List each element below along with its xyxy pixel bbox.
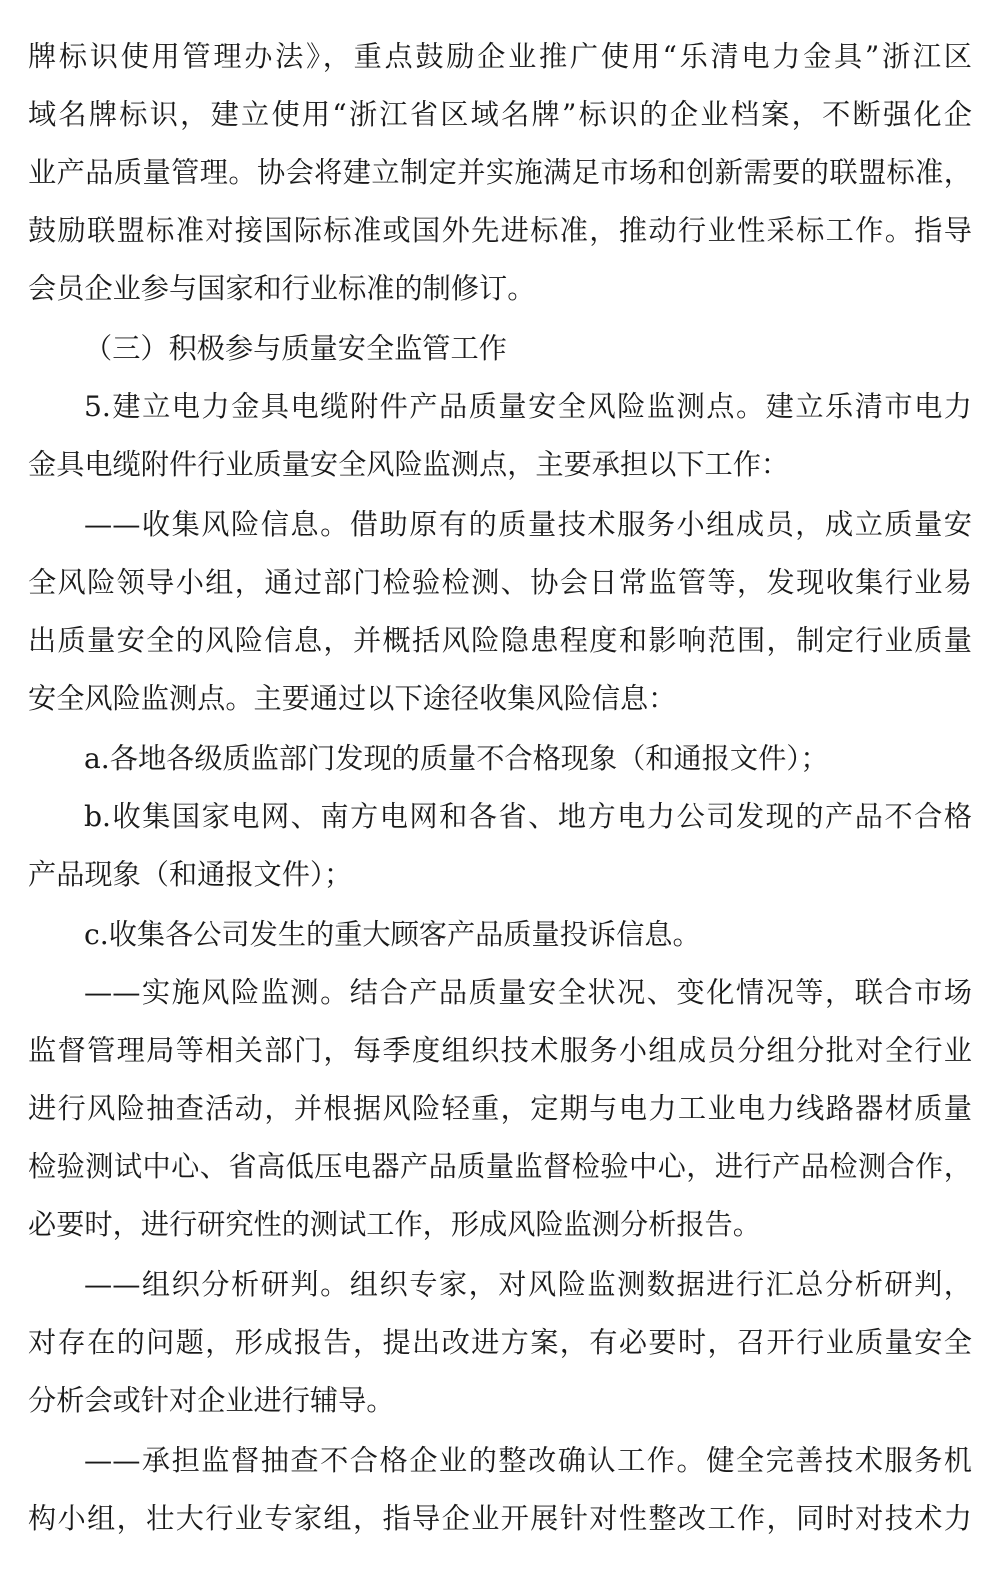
paragraph-line: 业产品质量管理。协会将建立制定并实施满足市场和创新需要的联盟标准，: [28, 156, 972, 189]
paragraph-line: 会员企业参与国家和行业标准的制修订。: [28, 272, 536, 305]
list-item: a.各地各级质监部门发现的质量不合格现象（和通报文件）；: [84, 742, 829, 775]
paragraph-line: 监督管理局等相关部门，每季度组织技术服务小组成员分组分批对全行业: [28, 1034, 972, 1067]
paragraph-line: 分析会或针对企业进行辅导。: [28, 1384, 395, 1417]
paragraph-line: 5.建立电力金具电缆附件产品质量安全风险监测点。建立乐清市电力: [84, 390, 972, 423]
paragraph-line: 必要时，进行研究性的测试工作，形成风险监测分析报告。: [28, 1208, 761, 1241]
paragraph-line: 牌标识使用管理办法》，重点鼓励企业推广使用“乐清电力金具”浙江区: [28, 40, 972, 73]
paragraph-line: 安全风险监测点。主要通过以下途径收集风险信息：: [28, 682, 677, 715]
paragraph-line: ——收集风险信息。借助原有的质量技术服务小组成员，成立质量安: [84, 508, 972, 541]
paragraph-line: 构小组，壮大行业专家组，指导企业开展针对性整改工作，同时对技术力: [28, 1502, 972, 1535]
paragraph-line: 检验测试中心、省高低压电器产品质量监督检验中心，进行产品检测合作，: [28, 1150, 972, 1183]
paragraph-line: ——实施风险监测。结合产品质量安全状况、变化情况等，联合市场: [84, 976, 972, 1009]
paragraph-line: ——组织分析研判。组织专家，对风险监测数据进行汇总分析研判，: [84, 1268, 972, 1301]
paragraph-line: 金具电缆附件行业质量安全风险监测点，主要承担以下工作：: [28, 448, 790, 481]
paragraph-line: 产品现象（和通报文件）；: [28, 858, 353, 891]
section-heading: （三）积极参与质量安全监管工作: [84, 332, 507, 365]
paragraph-line: 出质量安全的风险信息，并概括风险隐患程度和影响范围，制定行业质量: [28, 624, 972, 657]
paragraph-line: ——承担监督抽查不合格企业的整改确认工作。健全完善技术服务机: [84, 1444, 972, 1477]
paragraph-line: 对存在的问题，形成报告，提出改进方案，有必要时，召开行业质量安全: [28, 1326, 972, 1359]
paragraph-line: 鼓励联盟标准对接国际标准或国外先进标准，推动行业性采标工作。指导: [28, 214, 972, 247]
paragraph-line: 全风险领导小组，通过部门检验检测、协会日常监管等，发现收集行业易: [28, 566, 972, 599]
paragraph-line: 域名牌标识，建立使用“浙江省区域名牌”标识的企业档案，不断强化企: [28, 98, 972, 131]
list-item: c.收集各公司发生的重大顾客产品质量投诉信息。: [84, 918, 701, 951]
list-item: b.收集国家电网、南方电网和各省、地方电力公司发现的产品不合格: [84, 800, 972, 833]
paragraph-line: 进行风险抽查活动，并根据风险轻重，定期与电力工业电力线路器材质量: [28, 1092, 972, 1125]
